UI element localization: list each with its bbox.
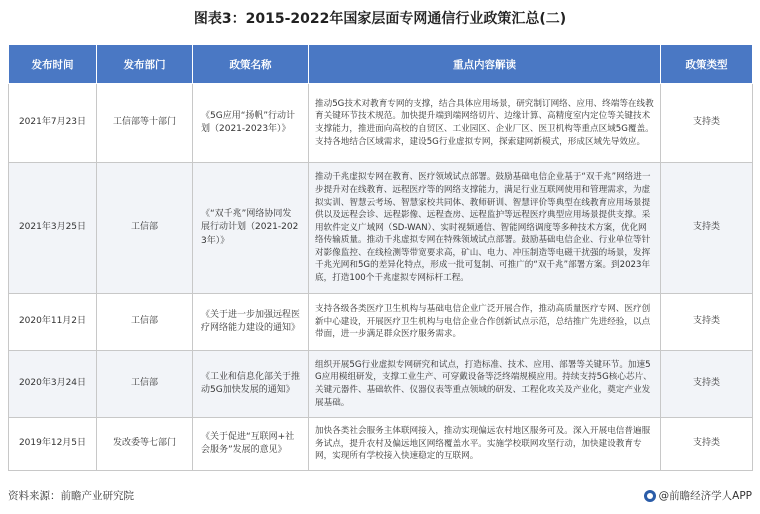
- header-date: 发布时间: [9, 45, 97, 84]
- qianzhan-logo-icon: [644, 490, 656, 502]
- cell-key-content: 支持各级各类医疗卫生机构与基础电信企业广泛开展合作，推动高质量医疗专网、医疗创新中心建设，开展医疗卫生机构与电信企业合作创新试点示范，总结推广先进经验，以点带面，进一步满足群众医疗服务需求。: [309, 294, 661, 351]
- table-header-row: [9, 45, 753, 84]
- header-policy-type: 政策类型: [661, 45, 753, 84]
- cell-department: 工信部: [97, 294, 193, 351]
- cell-key-content: 加快各类社会服务主体联网接入，推动实现偏远农村地区服务可及。深入开展电信普遍服务试点，提升农村及偏远地区网络覆盖水平。实施学校联网攻坚行动，加快建设教育专网，实现所有学校接入快速稳定的互联网。: [309, 418, 661, 471]
- header-key-content: 重点内容解读: [309, 45, 661, 84]
- cell-policy-name: 《5G应用“扬帆”行动计划（2021-2023年）》: [193, 84, 309, 163]
- cell-policy-name: 《关于进一步加强远程医疗网络能力建设的通知》: [193, 294, 309, 351]
- cell-department: 工信部等十部门: [97, 84, 193, 163]
- cell-policy-type: 支持类: [661, 418, 753, 471]
- cell-policy-type: 支持类: [661, 294, 753, 351]
- brand-credit: [644, 488, 752, 503]
- table-row: [9, 294, 753, 351]
- policy-table: [8, 44, 753, 471]
- cell-date: 2021年3月25日: [9, 163, 97, 294]
- cell-date: 2021年7月23日: [9, 84, 97, 163]
- cell-department: 工信部: [97, 351, 193, 418]
- cell-policy-name: 《关于促进“互联网+社会服务”发展的意见》: [193, 418, 309, 471]
- cell-key-content: 推动5G技术对教育专网的支撑，结合具体应用场景，研究制订网络、应用、终端等在线教育关键环节技术规范。加快提升端到端网络切片、边缘计算、高精度室内定位等关键技术支撑能力，推进面向高校的自贸区、工业园区、企业厂区、医卫机构等重点区域5G覆盖。支持各地结合区域需求，建设5G行业虚拟专网，探索建网新模式，形成区域先导效应。: [309, 84, 661, 163]
- cell-key-content: 推动千兆虚拟专网在教育、医疗领域试点部署。鼓励基础电信企业基于“双千兆”网络进一步提升对在线教育、远程医疗等的网络支撑能力，满足行业互联网使用和管理需求，为虚拟实训、智慧云考场、智慧家校共同体、教师研训、智慧评价等典型在线教育应用场景提供以及远程会诊、远程影像、远程查房、远程监护等远程医疗典型应用场景提供支撑。采用软件定义广域网（SD-WAN）、实时视频通信、智能网络调度等多种技术方案，优化网络传输质量。推动千兆虚拟专网在特殊领域试点部署。鼓励基础电信企业、行业单位等针对影像监控、在线检测等带宽要求高，矿山、电力、冲压制造等电磁干扰强的场景，发挥千兆光网和5G的差异化特点，形成一批可复制、可推广的“双千兆”部署方案。到2023年底，打造100个千兆虚拟专网标杆工程。: [309, 163, 661, 294]
- cell-policy-type: 支持类: [661, 351, 753, 418]
- header-department: 发布部门: [97, 45, 193, 84]
- table-row: [9, 84, 753, 163]
- cell-policy-type: 支持类: [661, 163, 753, 294]
- cell-policy-type: 支持类: [661, 84, 753, 163]
- source-note: 资料来源：前瞻产业研究院: [8, 490, 134, 502]
- cell-policy-name: 《工业和信息化部关于推动5G加快发展的通知》: [193, 351, 309, 418]
- figure-title: 图表3：2015-2022年国家层面专网通信行业政策汇总(二): [193, 11, 567, 27]
- cell-department: 工信部: [97, 163, 193, 294]
- table-row: [9, 163, 753, 294]
- brand-label: @前瞻经济学人APP: [658, 490, 752, 502]
- table-row: [9, 351, 753, 418]
- cell-key-content: 组织开展5G行业虚拟专网研究和试点，打造标准、技术、应用、部署等关键环节。加速5G应用模组研发，支撑工业生产、可穿戴设备等泛终端规模应用。持续支持5G核心芯片、关键元器件、基础软件、仪器仪表等重点领域的研发、工程化攻关及产业化，奠定产业发展基础。: [309, 351, 661, 418]
- cell-policy-name: 《“双千兆”网络协同发展行动计划（2021-2023年）》: [193, 163, 309, 294]
- header-policy-name: 政策名称: [193, 45, 309, 84]
- cell-date: 2019年12月5日: [9, 418, 97, 471]
- table-row: [9, 418, 753, 471]
- cell-date: 2020年11月2日: [9, 294, 97, 351]
- cell-date: 2020年3月24日: [9, 351, 97, 418]
- cell-department: 发改委等七部门: [97, 418, 193, 471]
